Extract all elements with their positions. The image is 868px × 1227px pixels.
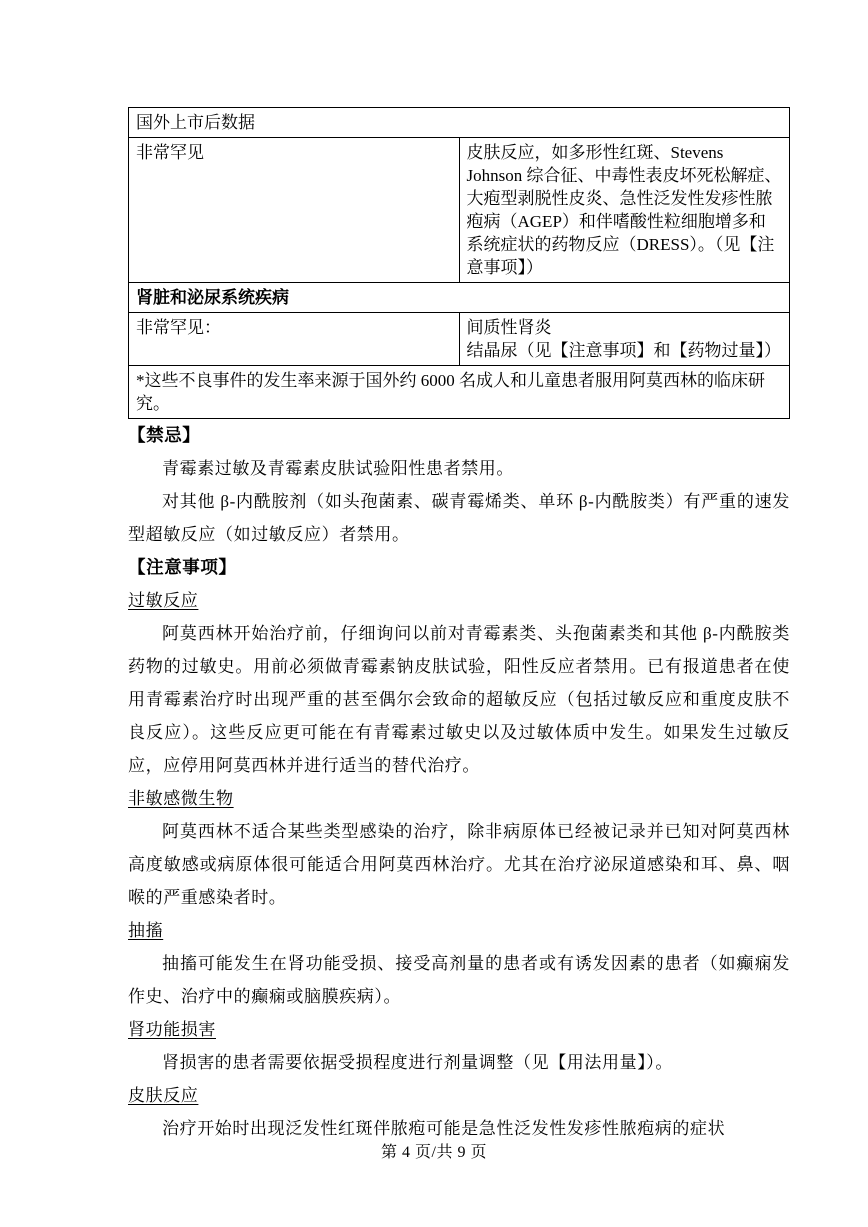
- adverse-reactions-table: [128, 107, 790, 419]
- paragraph: 抽搐可能发生在肾功能受损、接受高剂量的患者或有诱发因素的患者（如癫痫发作史、治疗中的癫痫或脑膜疾病）。: [128, 954, 790, 1006]
- reaction-line: 间质性肾炎: [466, 318, 552, 337]
- paragraph: 阿莫西林不适合某些类型感染的治疗，除非病原体已经被记录并已知对阿莫西林高度敏感或病原体很可能适合用阿莫西林治疗。尤其在治疗泌尿道感染和耳、鼻、咽喉的严重感染者时。: [128, 822, 790, 907]
- subsection-title-nonsusceptible-organisms: 非敏感微生物: [128, 789, 234, 808]
- precautions-section: [128, 551, 790, 1145]
- paragraph: 肾损害的患者需要依据受损程度进行剂量调整（见【用法用量】）。: [162, 1053, 673, 1072]
- section-heading-contraindications: 【禁忌】: [128, 425, 201, 445]
- contraindications-section: [128, 419, 790, 551]
- subsection-title-convulsions: 抽搐: [128, 921, 164, 940]
- subsection-title-hypersensitivity: 过敏反应: [128, 591, 199, 610]
- subsection-title-skin-reactions: 皮肤反应: [128, 1086, 199, 1105]
- paragraph: 阿莫西林开始治疗前，仔细询问以前对青霉素类、头孢菌素类和其他 β-内酰胺类药物的过敏史。用前必须做青霉素钠皮肤试验，阳性反应者禁用。已有报道患者在使用青霉素治疗时出现严重的甚至偶尔会致命的超敏反应（包括过敏反应和重度皮肤不良反应）。这些反应更可能在有青霉素过敏史以及过敏体质中发生。如果发生过敏反应，应停用阿莫西林并进行适当的替代治疗。: [128, 624, 790, 775]
- paragraph: 对其他 β-内酰胺剂（如头孢菌素、碳青霉烯类、单环 β-内酰胺类）有严重的速发型超敏反应（如过敏反应）者禁用。: [128, 492, 790, 544]
- table-row: [129, 283, 790, 313]
- paragraph: 治疗开始时出现泛发性红斑伴脓疱可能是急性泛发性发疹性脓疱病的症状: [162, 1119, 726, 1138]
- paragraph: 青霉素过敏及青霉素皮肤试验阳性患者禁用。: [162, 459, 514, 478]
- frequency-cell: 非常罕见: [129, 138, 460, 283]
- table-footnote: *这些不良事件的发生率来源于国外约 6000 名成人和儿童患者服用阿莫西林的临床研究。: [129, 366, 790, 419]
- reaction-description-cell: 皮肤反应，如多形性红斑、Stevens Johnson 综合征、中毒性表皮坏死松解症、大疱型剥脱性皮炎、急性泛发性发疹性脓疱病（AGEP）和伴嗜酸性粒细胞增多和系统症状的药物反应（DRESS）。（见【注意事项】）: [459, 138, 790, 283]
- frequency-cell: 非常罕见：: [129, 313, 460, 366]
- table-row: [129, 108, 790, 138]
- reaction-description-cell: [459, 313, 790, 366]
- section-heading-precautions: 【注意事项】: [128, 557, 237, 577]
- table-row: [129, 366, 790, 419]
- table-group-header-postmarketing: 国外上市后数据: [129, 108, 790, 138]
- page-number: 第 4 页/共 9 页: [381, 1144, 487, 1161]
- table-group-header-renal: 肾脏和泌尿系统疾病: [129, 283, 790, 313]
- table-row: [129, 313, 790, 366]
- page-content: [128, 107, 790, 1145]
- subsection-title-renal-impairment: 肾功能损害: [128, 1020, 216, 1039]
- table-row: [129, 138, 790, 283]
- reaction-line: 结晶尿（见【注意事项】和【药物过量】）: [466, 341, 781, 360]
